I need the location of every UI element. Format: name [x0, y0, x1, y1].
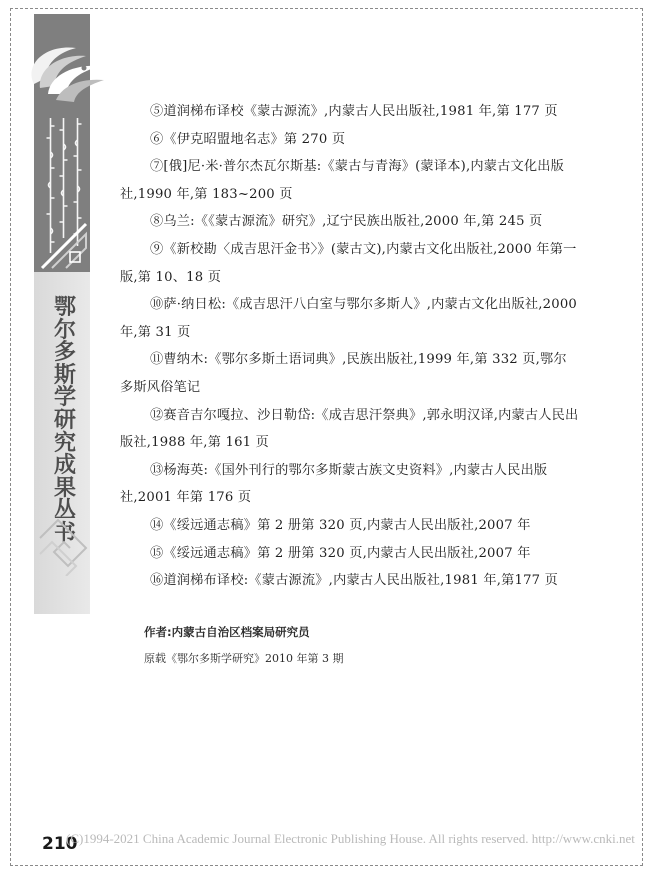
swirl-logo-icon — [20, 40, 108, 112]
footnote-item: ⑬杨海英:《国外刊行的鄂尔多斯蒙古族文史资料》,内蒙古人民出版社,2001 年第 176 页 — [120, 462, 548, 506]
author-line: 作者:内蒙古自治区档案局研究员 — [144, 625, 310, 639]
copyright-watermark: (C)1994-2021 China Academic Journal Electronic Publishing House. All rights reserved. http://www.cnki.net — [66, 831, 635, 846]
footnote-item: ⑫赛音吉尔嘎拉、沙日勒岱:《成吉思汗祭典》,郭永明汉译,内蒙古人民出版社,1988 年,第 161 页 — [120, 407, 579, 451]
footnote-item: ⑯道润梯布译校:《蒙古源流》,内蒙古人民出版社,1981 年,第177 页 — [150, 573, 559, 589]
footnote-item: ⑨《新校勘〈成吉思汗金书〉》(蒙古文),内蒙古文化出版社,2000 年第一版,第 10、18 页 — [120, 241, 577, 285]
footnote-item: ⑭《绥远通志稿》第 2 册第 320 页,内蒙古人民出版社,2007 年 — [150, 517, 531, 533]
footnote-item: ⑧乌兰:《《蒙古源流》研究》,辽宁民族出版社,2000 年,第 245 页 — [150, 214, 543, 230]
fret-corner-icon — [38, 518, 88, 576]
footnote-item: ⑮《绥远通志稿》第 2 册第 320 页,内蒙古人民出版社,2007 年 — [150, 545, 531, 561]
footnote-item: ⑥《伊克昭盟地名志》第 270 页 — [150, 131, 346, 147]
footnote-item: ⑪曹纳木:《鄂尔多斯土语词典》,民族出版社,1999 年,第 332 页,鄂尔多斯风俗笔记 — [120, 352, 567, 395]
series-title: 鄂尔多斯学研究成果丛书 — [53, 294, 76, 546]
source-line: 原载《鄂尔多斯学研究》2010 年第 3 期 — [144, 652, 344, 665]
fret-pattern-icon — [40, 222, 88, 270]
footnote-item: ⑩萨·纳日松:《成吉思汗八白室与鄂尔多斯人》,内蒙古文化出版社,2000 年,第 31 页 — [120, 297, 578, 340]
footnote-item: ⑤道润梯布译校《蒙古源流》,内蒙古人民出版社,1981 年,第 177 页 — [150, 104, 558, 119]
footnote-item: ⑦[俄]尼·米·普尔杰瓦尔斯基:《蒙古与青海》(蒙译本),内蒙古文化出版社,1990 年,第 183~200 页 — [120, 159, 565, 202]
page-number: 210 — [42, 834, 78, 854]
footnote-list — [120, 98, 580, 595]
